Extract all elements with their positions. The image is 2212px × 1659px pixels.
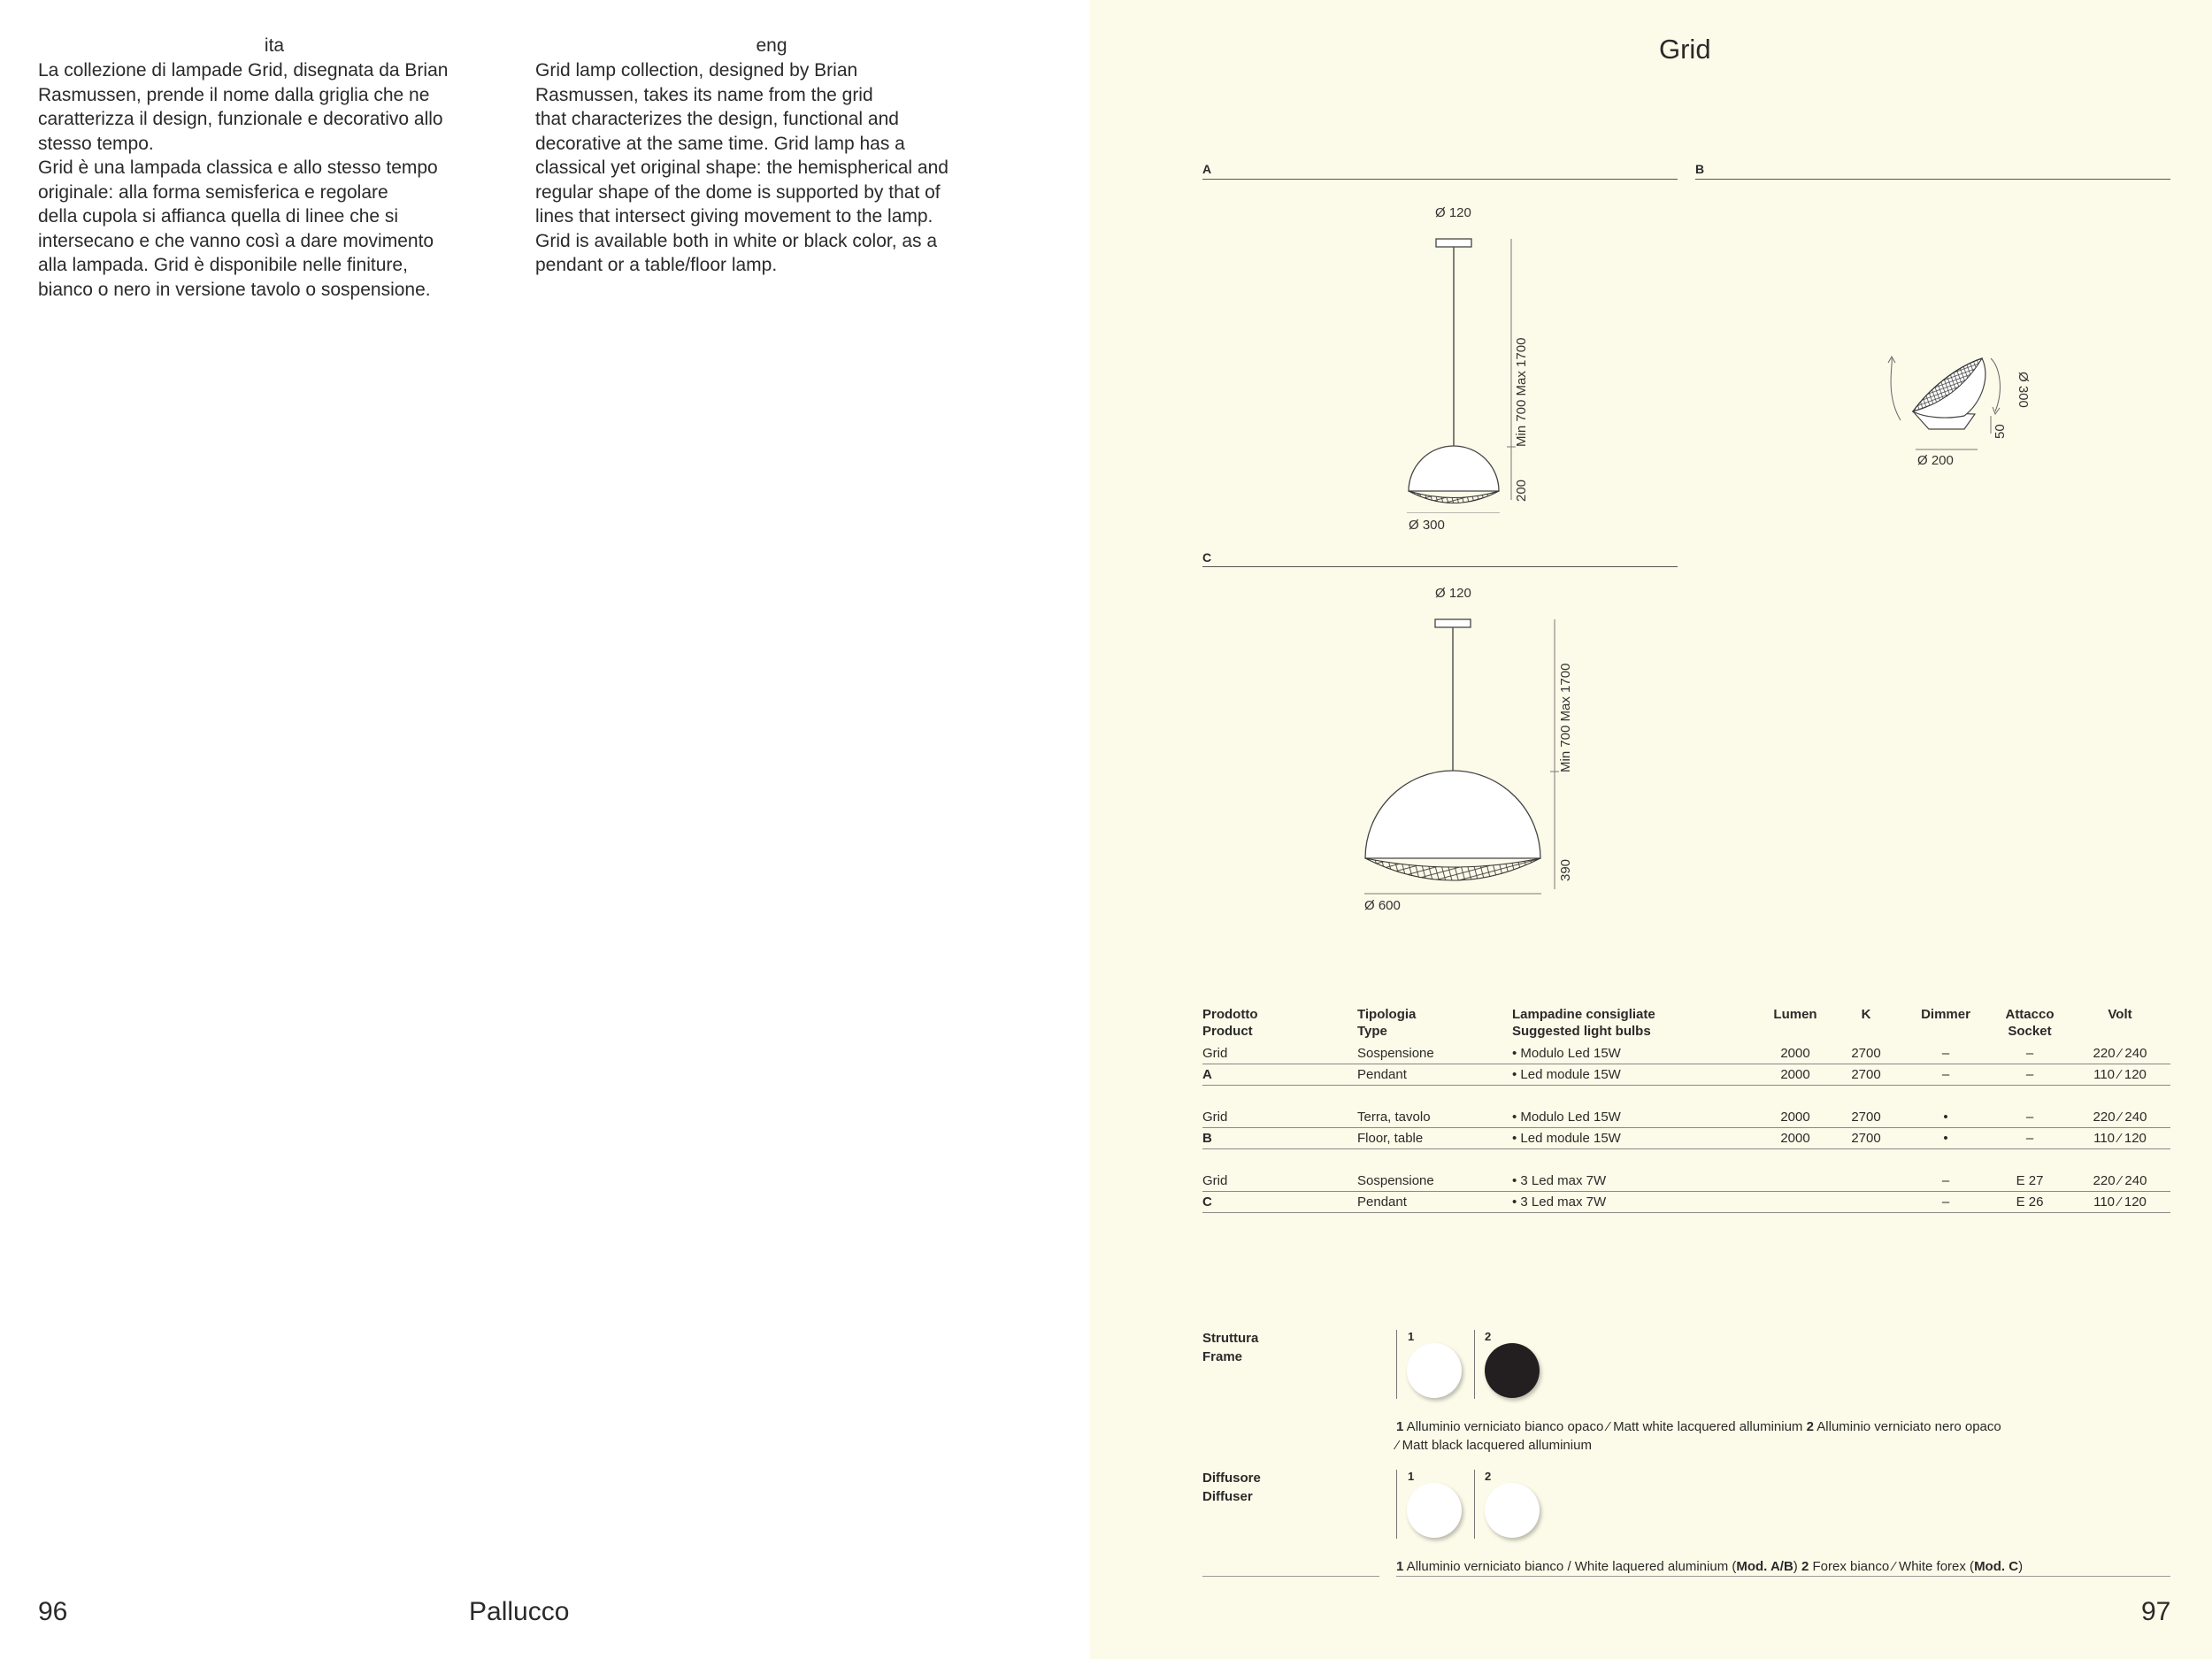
b-dia-base: Ø 200	[1917, 453, 1954, 468]
footer-rule-left	[1202, 1576, 1379, 1577]
page-title: Grid	[1659, 34, 1711, 65]
b-dia-shade: Ø 300	[2016, 372, 2031, 408]
c-height: 390	[1558, 858, 1573, 881]
diffuser-swatch-white-forex[interactable]	[1485, 1483, 1540, 1538]
table-header	[1202, 1006, 2170, 1042]
th-volt: Volt	[2108, 1007, 2132, 1022]
a-height-range: Min 700 Max 1700	[1514, 337, 1529, 447]
pendant-c-drawing	[1354, 611, 1584, 902]
table-row: Grid Terra, tavolo • Modulo Led 15W 2000 2700 • – 220 ⁄ 240	[1202, 1106, 2170, 1127]
frame-divider-1	[1396, 1330, 1397, 1399]
section-a-rule	[1202, 179, 1678, 180]
a-height: 200	[1514, 479, 1529, 502]
frame-divider-2	[1474, 1330, 1475, 1399]
spec-table	[1202, 1006, 2170, 1213]
diffuser-note: 1 Alluminio verniciato bianco / White laquered aluminium (Mod. A/B) 2 Forex bianco ⁄ White forex (Mod. C)	[1396, 1559, 2024, 1574]
section-b-label: B	[1695, 162, 1705, 176]
eng-heading: eng	[756, 35, 787, 56]
diffuser-swatch-white-aluminium[interactable]	[1407, 1483, 1462, 1538]
frame-num-1: 1	[1408, 1330, 1415, 1343]
frame-label: Struttura Frame	[1202, 1331, 1259, 1364]
diffuser-label: Diffusore Diffuser	[1202, 1471, 1261, 1504]
diffuser-divider-1	[1396, 1470, 1397, 1539]
th-product: Prodotto Product	[1202, 1007, 1258, 1039]
right-page	[1090, 0, 2212, 1659]
table-row: C Pendant • 3 Led max 7W – E 26 110 ⁄ 120	[1202, 1191, 2170, 1212]
ita-heading: ita	[264, 35, 285, 56]
left-page	[0, 0, 1090, 1659]
c-height-range: Min 700 Max 1700	[1558, 663, 1573, 772]
th-k: K	[1861, 1007, 1871, 1022]
b-base-height: 50	[1993, 424, 2008, 439]
diffuser-num-2: 2	[1485, 1470, 1492, 1483]
frame-num-2: 2	[1485, 1330, 1492, 1343]
footer-rule-right	[1396, 1576, 2170, 1577]
th-bulbs: Lampadine consigliate Suggested light bulbs	[1512, 1007, 1655, 1039]
th-dimmer: Dimmer	[1921, 1007, 1970, 1022]
eng-text: Grid lamp collection, designed by Brian Rasmussen, takes its name from the grid that characterizes the design, functional and decorative at the same time. Grid lamp has a classical yet original shape: the hemispherical and regular shape of the dome is supported by that of lines that intersect giving movement to the lamp. Grid is available both in white or black color, as a pendant or a table/floor lamp.	[535, 60, 949, 275]
table-row: A Pendant • Led module 15W 2000 2700 – – 110 ⁄ 120	[1202, 1064, 2170, 1085]
th-lumen: Lumen	[1773, 1007, 1817, 1022]
a-dia-bottom: Ø 300	[1409, 518, 1445, 533]
page-number-left: 96	[38, 1597, 68, 1626]
section-c-label: C	[1202, 550, 1212, 565]
c-dia-bottom: Ø 600	[1364, 898, 1401, 913]
section-b-rule	[1695, 179, 2170, 180]
th-socket: Attacco Socket	[2005, 1007, 2055, 1039]
ita-text: La collezione di lampade Grid, disegnata da Brian Rasmussen, prende il nome dalla griglia che ne caratterizza il design, funzionale e decorativo allo stesso tempo. Grid è una lampada classica e allo stesso tempo originale: alla forma semisferica e regolare della cupola si affianca quella di linee che si intersecano e che vanno così a dare movimento alla lampada. Grid è disponibile nelle finiture, bianco o nero in versione tavolo o sospensione.	[38, 60, 449, 300]
c-dia-top: Ø 120	[1435, 586, 1471, 601]
section-a-label: A	[1202, 162, 1212, 176]
th-type: Tipologia Type	[1357, 1007, 1417, 1039]
page-number-right: 97	[2141, 1597, 2171, 1626]
frame-swatch-white[interactable]	[1407, 1343, 1462, 1398]
table-row: B Floor, table • Led module 15W 2000 2700 • – 110 ⁄ 120	[1202, 1127, 2170, 1148]
frame-note: 1 Alluminio verniciato bianco opaco ⁄ Matt white lacquered alluminium 2 Alluminio verniciato nero opaco ⁄ Matt black lacquered alluminium	[1396, 1419, 2001, 1453]
brand-name: Pallucco	[469, 1597, 570, 1626]
a-dia-top: Ø 120	[1435, 205, 1471, 220]
section-c-rule	[1202, 566, 1678, 567]
table-row: Grid Sospensione • 3 Led max 7W – E 27 220 ⁄ 240	[1202, 1170, 2170, 1191]
table-row: Grid Sospensione • Modulo Led 15W 2000 2700 – – 220 ⁄ 240	[1202, 1042, 2170, 1064]
frame-swatch-black[interactable]	[1485, 1343, 1540, 1398]
diffuser-divider-2	[1474, 1470, 1475, 1539]
diffuser-num-1: 1	[1408, 1470, 1415, 1483]
